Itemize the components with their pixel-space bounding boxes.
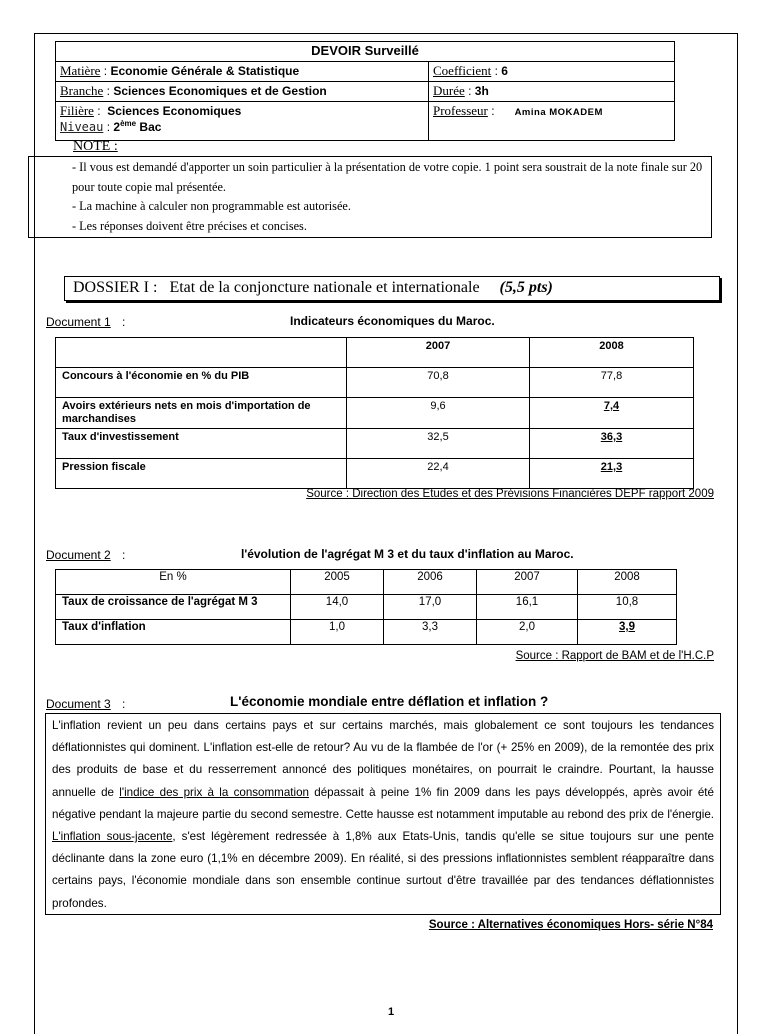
doc3-source: Source : Alternatives économiques Hors- série N°84 — [428, 919, 713, 931]
filiere-value: Sciences Economiques — [107, 104, 242, 118]
niveau-value: 2ème Bac — [113, 119, 162, 134]
doc2-title: l'évolution de l'agrégat M 3 et du taux d'inflation au Maroc. — [241, 547, 574, 561]
table-row: Pression fiscale 22,4 21,3 — [56, 459, 694, 489]
dossier-points: (5,5 pts) — [499, 279, 553, 296]
matiere-cell: Matière : Economie Générale & Statistique — [56, 62, 429, 82]
table-header-cell: 2007 — [477, 570, 578, 595]
professeur-cell: Professeur : Amina MOKADEM — [429, 102, 675, 141]
doc2-label: Document 2 — [46, 548, 111, 562]
doc1-label: Document 1 — [46, 315, 111, 329]
note-box — [28, 156, 712, 238]
doc1-table — [55, 337, 694, 489]
table-row: Avoirs extérieurs nets en mois d'importation de marchandises 9,6 7,4 — [56, 398, 694, 429]
dossier-label: DOSSIER I : — [73, 279, 158, 296]
note-title: NOTE : — [73, 139, 118, 154]
dossier-heading — [64, 276, 720, 301]
duree-value: 3h — [474, 84, 489, 98]
table-row: Taux de croissance de l'agrégat M 3 14,0 17,0 16,1 10,8 — [56, 595, 677, 620]
doc2-source: Source : Rapport de BAM et de l'H.C.P — [515, 650, 714, 662]
note-line: - Les réponses doivent être précises et concises. — [72, 218, 307, 233]
page-number: 1 — [388, 1006, 395, 1018]
doc2-table — [55, 569, 677, 645]
exam-title: DEVOIR Surveillé — [56, 42, 675, 62]
table-row: Concours à l'économie en % du PIB 70,8 77,8 — [56, 368, 694, 398]
table-header-cell: 2007 — [347, 338, 530, 368]
table-row: Taux d'investissement 32,5 36,3 — [56, 429, 694, 459]
exam-header-table — [55, 41, 675, 141]
doc1-source: Source : Direction des Etudes et des Prévisions Financières DEPF rapport 2009 — [306, 488, 714, 500]
table-header-cell: 2006 — [384, 570, 477, 595]
coefficient-cell: Coefficient : 6 — [429, 62, 675, 82]
note-line: - La machine à calculer non programmable est autorisée. — [72, 199, 351, 213]
filiere-niveau-cell: Filière : Sciences Economiques Niveau : 2ème Bac — [56, 102, 429, 141]
table-header-cell: En % — [56, 570, 291, 595]
duree-cell: Durée : 3h — [429, 82, 675, 102]
doc3-label: Document 3 — [46, 697, 111, 711]
table-header-cell — [56, 338, 347, 368]
underlined-term: L'inflation sous-jacente — [52, 830, 173, 844]
branche-value: Sciences Economiques et de Gestion — [113, 84, 327, 98]
matiere-value: Economie Générale & Statistique — [110, 64, 300, 78]
professeur-value: Amina MOKADEM — [514, 107, 603, 118]
branche-cell: Branche : Sciences Economiques et de Gestion — [56, 82, 429, 102]
note-line: - Il vous est demandé d'apporter un soin particulier à la présentation de votre copie. 1 point sera soustrait de la note finale sur 20 pour toute copie mal présentée. — [72, 160, 703, 194]
doc1-title: Indicateurs économiques du Maroc. — [290, 314, 495, 328]
table-header-cell: 2005 — [291, 570, 384, 595]
doc3-text: L'inflation revient un peu dans certains pays et sur certains marchés, mais globalement ce sont toujours les tendances déflationnistes qui dominent. L'inflation est-elle de retour? Au vu de la flambée de l'or (+ 25% en 2009), de la remontée des prix des produits de base et du resserrement annoncé des politiques monétaires, on pourrait le craindre. Pourtant, la hausse annuelle de l'indice des prix à la consommation dépassait à peine 1% fin 2009 dans les pays développés, après avoir été négative pendant la majeure partie du second semestre. Cette hausse est notamment imputable au rebond des prix de l'énergie. L'inflation sous-jacente, s'est légèrement redressée à 1,8% aux Etats-Unis, tandis qu'elle se situe toujours sur une pente déclinante dans la zone euro (1,1% en décembre 2009). En réalité, si des pressions inflationnistes semblent réapparaître dans certains pays, l'économie mondiale dans son ensemble continue surtout d'être travaillée par des tendances déflationnistes profondes. — [45, 713, 721, 915]
doc3-title: L'économie mondiale entre déflation et inflation ? — [230, 694, 549, 709]
table-header-cell: 2008 — [530, 338, 694, 368]
dossier-title: Etat de la conjoncture nationale et internationale — [169, 279, 480, 296]
table-row: Taux d'inflation 1,0 3,3 2,0 3,9 — [56, 620, 677, 645]
table-header-cell: 2008 — [578, 570, 677, 595]
underlined-term: l'indice des prix à la consommation — [119, 785, 309, 799]
coefficient-value: 6 — [501, 64, 508, 78]
